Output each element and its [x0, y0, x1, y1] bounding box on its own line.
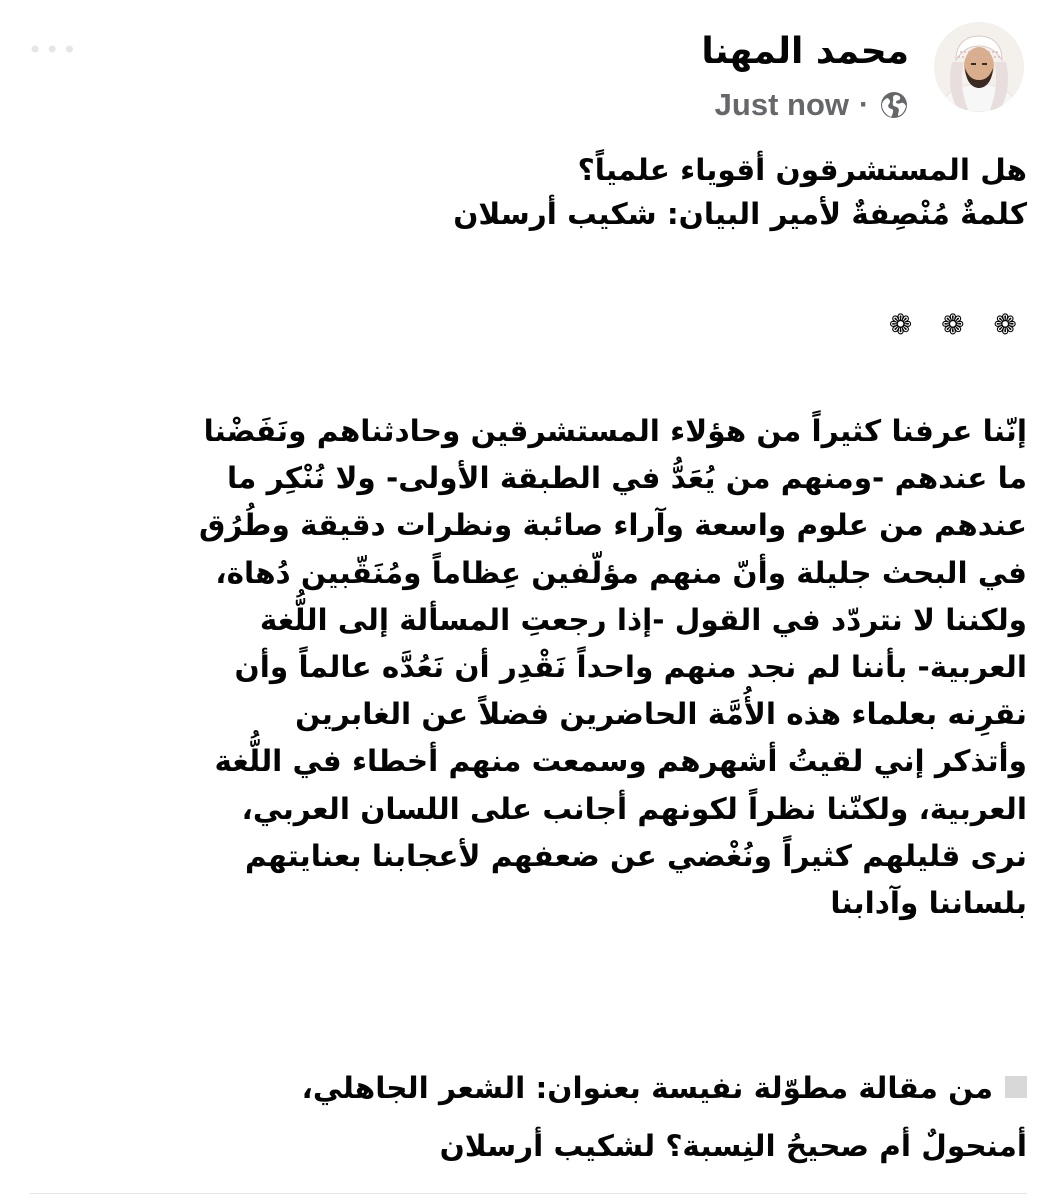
timestamp-link[interactable]: Just now — [714, 87, 849, 122]
post-body-line: في البحث جليلة وأنّ منهم مؤلّفين عِظاماً ومُنَقّبين دُهاة، — [215, 555, 1027, 590]
post-body-line: وأتذكر إني لقيتُ أشهرهم وسمعت منهم أخطاء في اللُّغة — [214, 744, 1027, 779]
post-body-line: العربية، ولكنّنا نظراً لكونهم أجانب على اللسان العربي، — [241, 791, 1027, 826]
avatar-portrait-icon — [934, 22, 1024, 112]
post-body-line: إنّنا عرفنا كثيراً من هؤلاء المستشرقين وحادثناهم ونَفَضْنا — [203, 414, 1027, 448]
source-line-text: من مقالة مطوّلة نفيسة بعنوان: الشعر الجاهلي، — [301, 1071, 993, 1105]
globe-icon[interactable] — [879, 90, 909, 120]
source-citation — [302, 1068, 1027, 1184]
post-body-line: عندهم من علوم واسعة وآراء صائبة ونظرات دقيقة وطُرُق — [198, 508, 1027, 543]
square-bullet-icon — [1005, 1076, 1027, 1098]
meta-separator: · — [859, 87, 869, 121]
post-title-line: كلمةٌ مُنْصِفةٌ لأمير البيان: شكيب أرسلان — [453, 197, 1027, 231]
more-options-icon[interactable]: ••• — [28, 36, 80, 64]
author-name[interactable]: محمد المهنا — [701, 31, 909, 72]
post-body-line: نقرِنه بعلماء هذه الأُمَّة الحاضرين فضلاً عن الغابرين — [295, 697, 1027, 732]
post-meta — [715, 86, 909, 123]
post-divider — [30, 1193, 1027, 1194]
avatar[interactable] — [934, 22, 1024, 112]
post-title-line: هل المستشرقون أقوياء علمياً؟ — [577, 153, 1027, 187]
source-line — [302, 1068, 1027, 1126]
post-body-line: ولكننا لا نتردّد في القول -إذا رجعتِ المسألة إلى اللُّغة — [259, 602, 1027, 637]
post-body-line: نرى قليلهم كثيراً ونُغْضي عن ضعفهم لأعجابنا بعنايتهم — [244, 838, 1027, 873]
ornament-separator: ❁ ❁ ❁ — [888, 308, 1027, 341]
post-title — [26, 148, 1027, 236]
post-body-line: بلساننا وآدابنا — [830, 885, 1027, 920]
post-body-line: ما عندهم -ومنهم من يُعَدُّ في الطبقة الأولى- ولا نُنْكِر ما — [226, 461, 1027, 496]
source-line: أمنحولٌ أم صحيحُ النِسبة؟ لشكيب أرسلان — [439, 1129, 1027, 1163]
post-body-line: العربية- بأننا لم نجد منهم واحداً نَقْدِر أن نَعُدَّه عالماً وأن — [234, 649, 1027, 684]
post-body — [22, 408, 1027, 927]
